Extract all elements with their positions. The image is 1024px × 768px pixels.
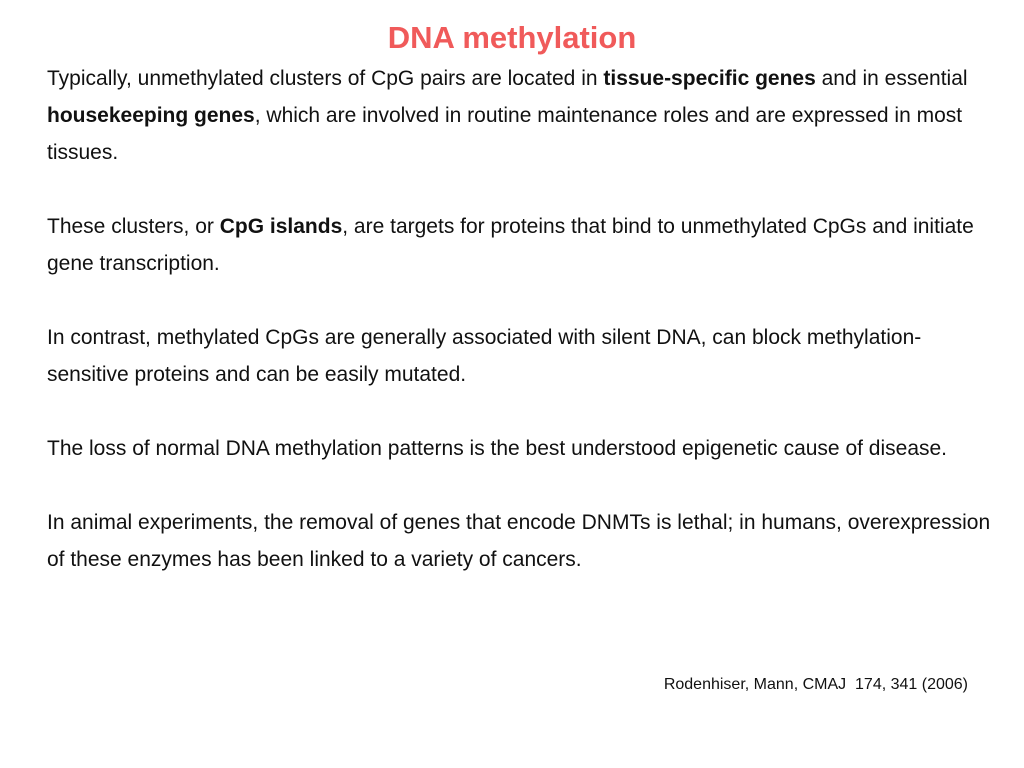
paragraph-5-text: In animal experiments, the removal of genes that encode DNMTs is lethal; in humans, overexpression of these enzymes has been linked to a variety of cancers. xyxy=(47,511,991,571)
slide-title: DNA methylation xyxy=(387,20,637,55)
paragraph-1 xyxy=(47,60,997,171)
paragraph-1-text-3: , which are involved in routine maintenance roles and are expressed in most tissues. xyxy=(47,104,963,164)
term-tissue-specific-genes: tissue-specific genes xyxy=(603,67,816,90)
paragraph-3-text: In contrast, methylated CpGs are generally associated with silent DNA, can block methylation-sensitive proteins and can be easily mutated. xyxy=(47,326,922,386)
paragraph-1-text-2: and in essential xyxy=(815,67,968,90)
citation: Rodenhiser, Mann, CMAJ 174, 341 (2006) xyxy=(663,676,968,693)
paragraph-5 xyxy=(47,504,997,578)
term-housekeeping-genes: housekeeping genes xyxy=(47,104,255,127)
paragraph-2 xyxy=(47,208,997,282)
paragraph-3 xyxy=(47,319,997,393)
paragraph-4-text: The loss of normal DNA methylation patterns is the best understood epigenetic cause of disease. xyxy=(47,437,948,460)
paragraph-2-text-2: , are targets for proteins that bind to unmethylated CpGs and initiate gene transcription. xyxy=(47,215,974,275)
paragraph-4 xyxy=(47,430,997,467)
paragraph-2-text-1: These clusters, or xyxy=(47,215,220,238)
paragraph-1-text-1: Typically, unmethylated clusters of CpG pairs are located in xyxy=(47,67,604,90)
term-cpg-islands: CpG islands xyxy=(219,215,343,238)
slide-body xyxy=(47,60,997,615)
